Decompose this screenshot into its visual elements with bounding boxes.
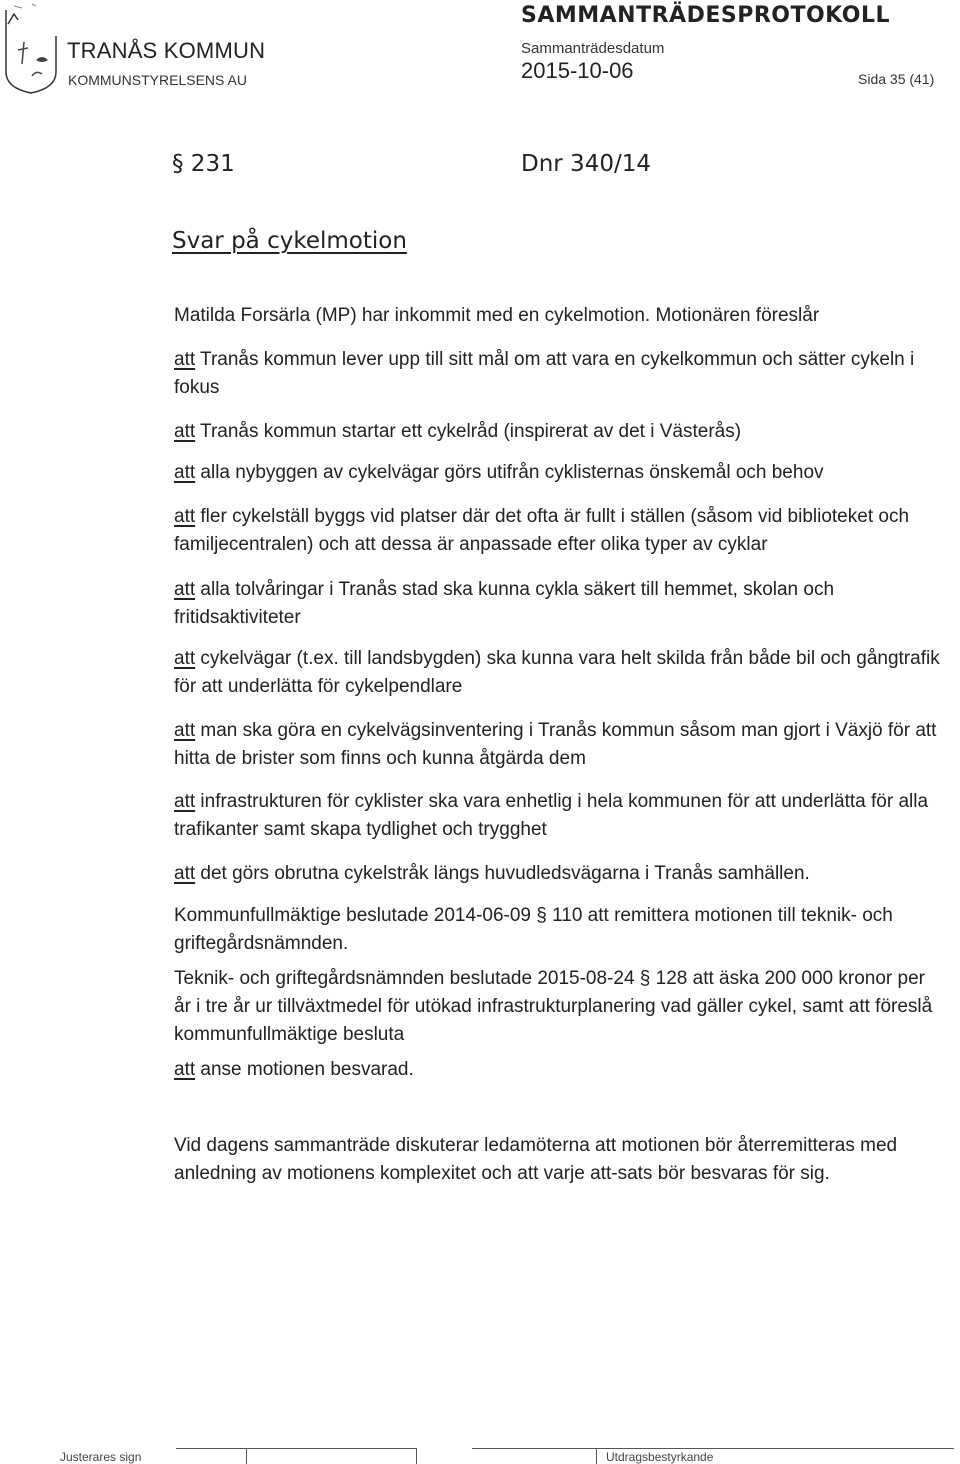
extract-verification-label: Utdragsbestyrkande [606, 1450, 714, 1464]
document-type-title: SAMMANTRÄDESPROTOKOLL [521, 3, 890, 28]
signers-label: Justerares sign [60, 1450, 142, 1464]
proposal-text: Tranås kommun startar ett cykelråd (inspirerat av det i Västerås) [195, 421, 742, 442]
proposal-item [174, 346, 944, 402]
att-marker: att [174, 1059, 196, 1080]
proposal-item [174, 860, 944, 888]
proposal-text: anse motionen besvarad. [195, 1059, 414, 1080]
footer-rule [596, 1448, 954, 1449]
proposal-item [174, 788, 944, 844]
proposal-text: infrastrukturen för cyklister ska vara enhetlig i hela kommunen för att underlätta för alla trafikanter samt skapa tydlighet och trygghet [174, 791, 929, 840]
footer-divider [246, 1448, 247, 1464]
kf-decision-paragraph: Kommunfullmäktige beslutade 2014-06-09 § 110 att remittera motionen till teknik- och griftegårdsnämnden. [174, 905, 893, 954]
footer-divider [596, 1448, 597, 1464]
proposal-item [174, 645, 944, 701]
proposal-text: det görs obrutna cykelstråk längs huvudledsvägarna i Tranås samhällen. [195, 863, 810, 884]
att-marker: att [174, 648, 196, 669]
proposal-text: man ska göra en cykelvägsinventering i Tranås kommun såsom man gjort i Växjö för att hitta de brister som finns och kunna åtgärda dem [174, 720, 937, 769]
proposal-item [174, 576, 944, 632]
municipal-coat-of-arms-logo [2, 2, 60, 94]
att-marker: att [174, 720, 196, 741]
footer-divider [416, 1448, 417, 1464]
proposal-text: cykelvägar (t.ex. till landsbygden) ska kunna vara helt skilda från både bil och gångtrafik för att underlätta för cykelpendlare [174, 648, 940, 697]
organization-unit: KOMMUNSTYRELSENS AU [68, 72, 247, 88]
att-marker: att [174, 349, 196, 370]
att-marker: att [174, 863, 196, 884]
footer-rule [472, 1448, 596, 1449]
motion-intro: Matilda Forsärla (MP) har inkommit med en cykelmotion. Motionären föreslår [174, 305, 820, 326]
proposal-item [174, 418, 944, 446]
meeting-date: 2015-10-06 [521, 58, 634, 83]
proposal-item [174, 717, 944, 773]
proposal-item [174, 459, 944, 487]
att-marker: att [174, 462, 196, 483]
proposal-text: Tranås kommun lever upp till sitt mål om att vara en cykelkommun och sätter cykeln i fokus [174, 349, 915, 398]
tg-decision-paragraph: Teknik- och griftegårdsnämnden beslutade 2015-08-24 § 128 att äska 200 000 kronor per år i tre år ur tillväxtmedel för utökad infrastrukturplanering vad gäller cykel, samt att föreslå kommunfullmäktige besluta [174, 968, 933, 1045]
footer-rule [176, 1448, 248, 1449]
proposal-text: fler cykelställ byggs vid platser där det ofta är fullt i ställen (såsom vid biblioteket och familjecentralen) och att dessa är anpassade efter olika typer av cyklar [174, 506, 910, 555]
registration-number: Dnr 340/14 [521, 151, 651, 177]
att-marker: att [174, 506, 196, 527]
discussion-paragraph: Vid dagens sammanträde diskuterar ledamöterna att motionen bör återremitteras med anledning av motionens komplexitet och att varje att-sats bör besvaras för sig. [174, 1135, 898, 1184]
meeting-date-label: Sammanträdesdatum [521, 40, 665, 57]
proposal-item [174, 503, 944, 559]
proposal-text: alla nybyggen av cykelvägar görs utifrån cyklisternas önskemål och behov [195, 462, 824, 483]
footer-rule [246, 1448, 416, 1449]
att-marker: att [174, 421, 196, 442]
att-marker: att [174, 791, 196, 812]
section-number: § 231 [172, 151, 235, 177]
page-number: Sida 35 (41) [858, 71, 935, 87]
proposal-text: alla tolvåringar i Tranås stad ska kunna cykla säkert till hemmet, skolan och fritidsaktiviteter [174, 579, 835, 628]
att-marker: att [174, 579, 196, 600]
tg-proposal-item [174, 1056, 944, 1084]
organization-name: TRANÅS KOMMUN [67, 38, 266, 63]
section-subject-heading: Svar på cykelmotion [172, 228, 407, 254]
